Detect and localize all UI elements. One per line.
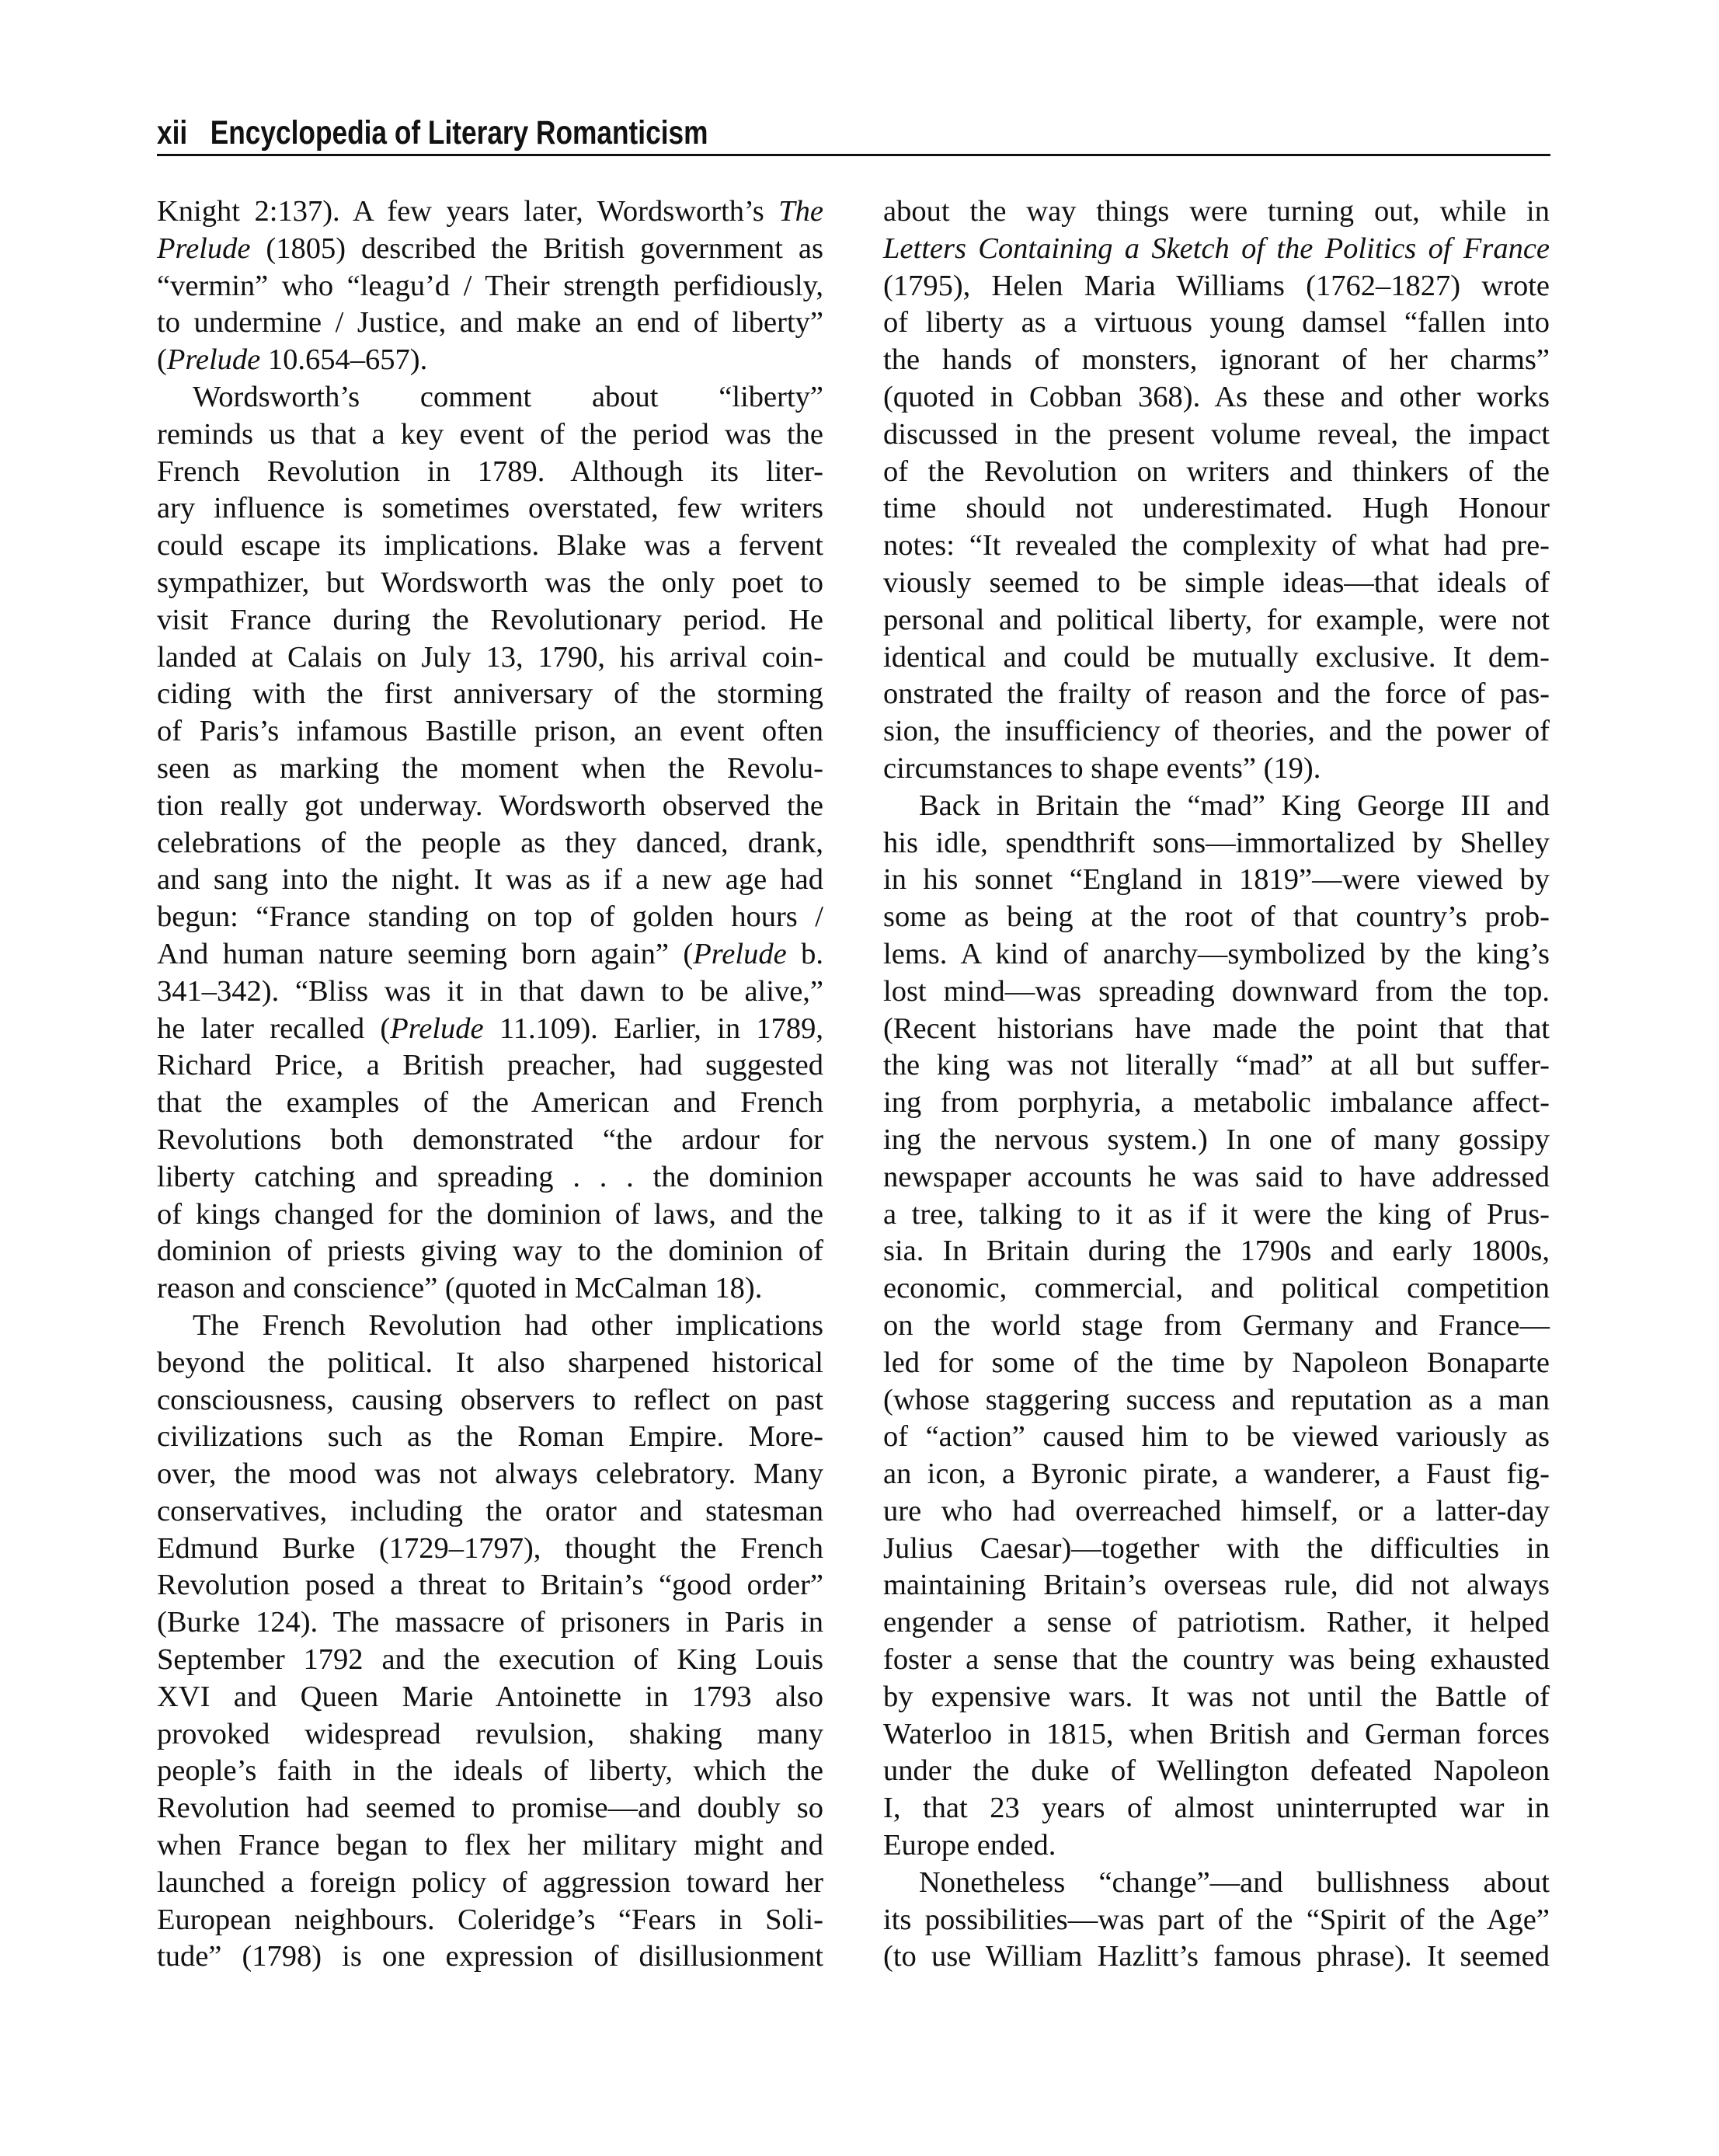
text-line: ing the nervous system.) In one of many gossipy (883, 1123, 1550, 1156)
text-line: (1795), Helen Maria Williams (1762–1827) wrote (883, 269, 1550, 302)
text-line: begun: “France standing on top of golden hours / (157, 900, 823, 934)
text-line: September 1792 and the execution of King Louis (157, 1643, 823, 1677)
text-line: the hands of monsters, ignorant of her charms” (883, 343, 1550, 377)
text-line: ary influence is sometimes overstated, few writers (157, 492, 823, 525)
text-line: The French Revolution had other implications (193, 1308, 823, 1342)
text-line: personal and political liberty, for example, were not (883, 603, 1550, 636)
page-number: xii (157, 114, 188, 152)
text-line: “vermin” who “leagu’d / Their strength perfidiously, (157, 269, 823, 302)
text-line: (quoted in Cobban 368). As these and other works (883, 380, 1550, 413)
text-line: launched a foreign policy of aggression toward her (157, 1865, 823, 1899)
text-line: that the examples of the American and French (157, 1086, 823, 1120)
text-line: on the world stage from Germany and France— (883, 1308, 1550, 1342)
text-line: of the Revolution on writers and thinkers of the (883, 455, 1550, 488)
right-column (883, 193, 1550, 1976)
text-line: liberty catching and spreading . . . the dominion (157, 1160, 823, 1193)
text-line: lems. A kind of anarchy—symbolized by the king’s (883, 937, 1550, 970)
text-line (883, 231, 1550, 268)
text-line: seen as marking the moment when the Revolu- (157, 751, 823, 785)
italic-title: The (778, 195, 823, 228)
text-line: I, that 23 years of almost uninterrupted war in (883, 1792, 1550, 1825)
text-line: lost mind—was spreading downward from the top. (883, 974, 1550, 1008)
text-line: of liberty as a virtuous young damsel “fallen into (883, 306, 1550, 340)
text-line: Waterloo in 1815, when British and German forces (883, 1717, 1550, 1750)
text-line: people’s faith in the ideals of liberty, which the (157, 1754, 823, 1788)
text-line: identical and could be mutually exclusive. It dem- (883, 640, 1550, 674)
text-line: in his sonnet “England in 1819”—were viewed by (883, 863, 1550, 897)
italic-title: Prelude (166, 343, 261, 377)
text-line: led for some of the time by Napoleon Bonaparte (883, 1346, 1550, 1379)
text-line: of kings changed for the dominion of laws, and the (157, 1197, 823, 1231)
text-line: consciousness, causing observers to reflect on past (157, 1383, 823, 1416)
text-line: tion really got underway. Wordsworth observed the (157, 789, 823, 822)
text-line: sion, the insufficiency of theories, and the power of (883, 715, 1550, 748)
text-line: could escape its implications. Blake was a fervent (157, 529, 823, 563)
text-line: circumstances to shape events” (19). (883, 751, 1321, 785)
text-line: ciding with the first anniversary of the storming (157, 677, 823, 711)
text-line: Revolution had seemed to promise—and doubly so (157, 1792, 823, 1825)
text-line: Richard Price, a British preacher, had suggested (157, 1049, 823, 1082)
text-line: newspaper accounts he was said to have addressed (883, 1160, 1550, 1193)
text-line: onstrated the frailty of reason and the force of pas- (883, 677, 1550, 711)
text-line: visit France during the Revolutionary period. He (157, 603, 823, 636)
text-line: (whose staggering success and reputation as a man (883, 1383, 1550, 1416)
text-line: economic, commercial, and political competition (883, 1272, 1550, 1305)
text-line: some as being at the root of that country’s prob- (883, 900, 1550, 934)
text-line: Europe ended. (883, 1829, 1056, 1862)
text-line: and sang into the night. It was as if a new age had (157, 863, 823, 897)
text-line: And human nature seeming born again” (Prelude b. (157, 937, 824, 970)
text-line: celebrations of the people as they danced, drank, (157, 826, 823, 859)
italic-title: Prelude (390, 1012, 484, 1045)
text-line: maintaining Britain’s overseas rule, did not always (883, 1569, 1550, 1602)
text-line: reason and conscience” (quoted in McCalman 18). (157, 1272, 763, 1305)
text-line: landed at Calais on July 13, 1790, his arrival coin- (157, 640, 823, 674)
text-line: 341–342). “Bliss was it in that dawn to be alive,” (157, 974, 823, 1008)
text-line: Julius Caesar)—together with the difficulties in (883, 1531, 1550, 1565)
book-title: Encyclopedia of Literary Romanticism (210, 114, 708, 152)
text-line: of Paris’s infamous Bastille prison, an event often (157, 715, 823, 748)
text-line: ure who had overreached himself, or a latter-day (883, 1494, 1550, 1527)
left-column (157, 193, 823, 1976)
text-line: discussed in the present volume reveal, the impact (883, 417, 1550, 451)
text-line: (Recent historians have made the point that that (883, 1012, 1550, 1045)
text-line: ing from porphyria, a metabolic imbalance affect- (883, 1086, 1550, 1120)
text-line: sympathizer, but Wordsworth was the only poet to (157, 566, 823, 599)
text-line: beyond the political. It also sharpened historical (157, 1346, 823, 1379)
text-line: XVI and Queen Marie Antoinette in 1793 also (157, 1680, 823, 1713)
text-line: time should not underestimated. Hugh Honour (883, 492, 1550, 525)
italic-title: Prelude (157, 232, 251, 265)
text-line: dominion of priests giving way to the dominion of (157, 1235, 823, 1268)
header-rule (157, 154, 1550, 156)
text-line: Knight 2:137). A few years later, Wordsworth’s The (157, 195, 823, 228)
text-line: a tree, talking to it as if it were the king of Prus- (883, 1197, 1550, 1231)
text-line: Revolution posed a threat to Britain’s “good order” (157, 1569, 823, 1602)
text-line: by expensive wars. It was not until the Battle of (883, 1680, 1550, 1713)
text-line: his idle, spendthrift sons—immortalized by Shelley (883, 826, 1550, 859)
text-line: Edmund Burke (1729–1797), thought the French (157, 1531, 823, 1565)
text-line: foster a sense that the country was being exhausted (883, 1643, 1550, 1677)
text-line: (Prelude 10.654–657). (157, 343, 428, 377)
text-line: to undermine / Justice, and make an end of liberty” (157, 306, 823, 340)
text-line: Revolutions both demonstrated “the ardour for (157, 1123, 823, 1156)
running-head (157, 113, 708, 152)
text-line: conservatives, including the orator and statesman (157, 1494, 823, 1527)
text-line: he later recalled (Prelude 11.109). Earlier, in 1789, (157, 1012, 823, 1045)
text-line: notes: “It revealed the complexity of what had pre- (883, 529, 1550, 563)
text-line: viously seemed to be simple ideas—that ideals of (883, 566, 1550, 599)
italic-title: Prelude (693, 937, 787, 970)
text-line: an icon, a Byronic pirate, a wanderer, a Faust fig- (883, 1458, 1550, 1491)
italic-title: Letters Containing a Sketch of the Politics of France (883, 232, 1550, 265)
text-line: civilizations such as the Roman Empire. More- (157, 1420, 823, 1454)
text-line: about the way things were turning out, while in (883, 195, 1550, 228)
text-line: French Revolution in 1789. Although its liter- (157, 455, 823, 488)
text-line: over, the mood was not always celebratory. Many (157, 1458, 823, 1491)
text-line: Wordsworth’s comment about “liberty” (193, 380, 823, 413)
text-line: under the duke of Wellington defeated Napoleon (883, 1754, 1550, 1788)
text-line: the king was not literally “mad” at all but suffer- (883, 1049, 1550, 1082)
text-line: engender a sense of patriotism. Rather, it helped (883, 1606, 1550, 1639)
text-line: when France began to flex her military might and (157, 1829, 823, 1862)
text-line: sia. In Britain during the 1790s and early 1800s, (883, 1235, 1550, 1268)
text-line: Nonetheless “change”—and bullishness about (919, 1865, 1550, 1899)
text-line: its possibilities—was part of the “Spirit of the Age” (883, 1903, 1550, 1936)
text-line: (Burke 124). The massacre of prisoners in Paris in (157, 1606, 823, 1639)
text-line: provoked widespread revulsion, shaking many (157, 1717, 823, 1750)
text-line: Prelude (1805) described the British government as (157, 232, 823, 265)
text-line: Back in Britain the “mad” King George III and (919, 789, 1550, 822)
text-line: reminds us that a key event of the period was the (157, 417, 823, 451)
text-line: European neighbours. Coleridge’s “Fears in Soli- (157, 1903, 823, 1936)
text-line: of “action” caused him to be viewed variously as (883, 1420, 1550, 1454)
text-line: tude” (1798) is one expression of disillusionment (157, 1940, 823, 1973)
text-line: (to use William Hazlitt’s famous phrase). It seemed (883, 1940, 1550, 1973)
